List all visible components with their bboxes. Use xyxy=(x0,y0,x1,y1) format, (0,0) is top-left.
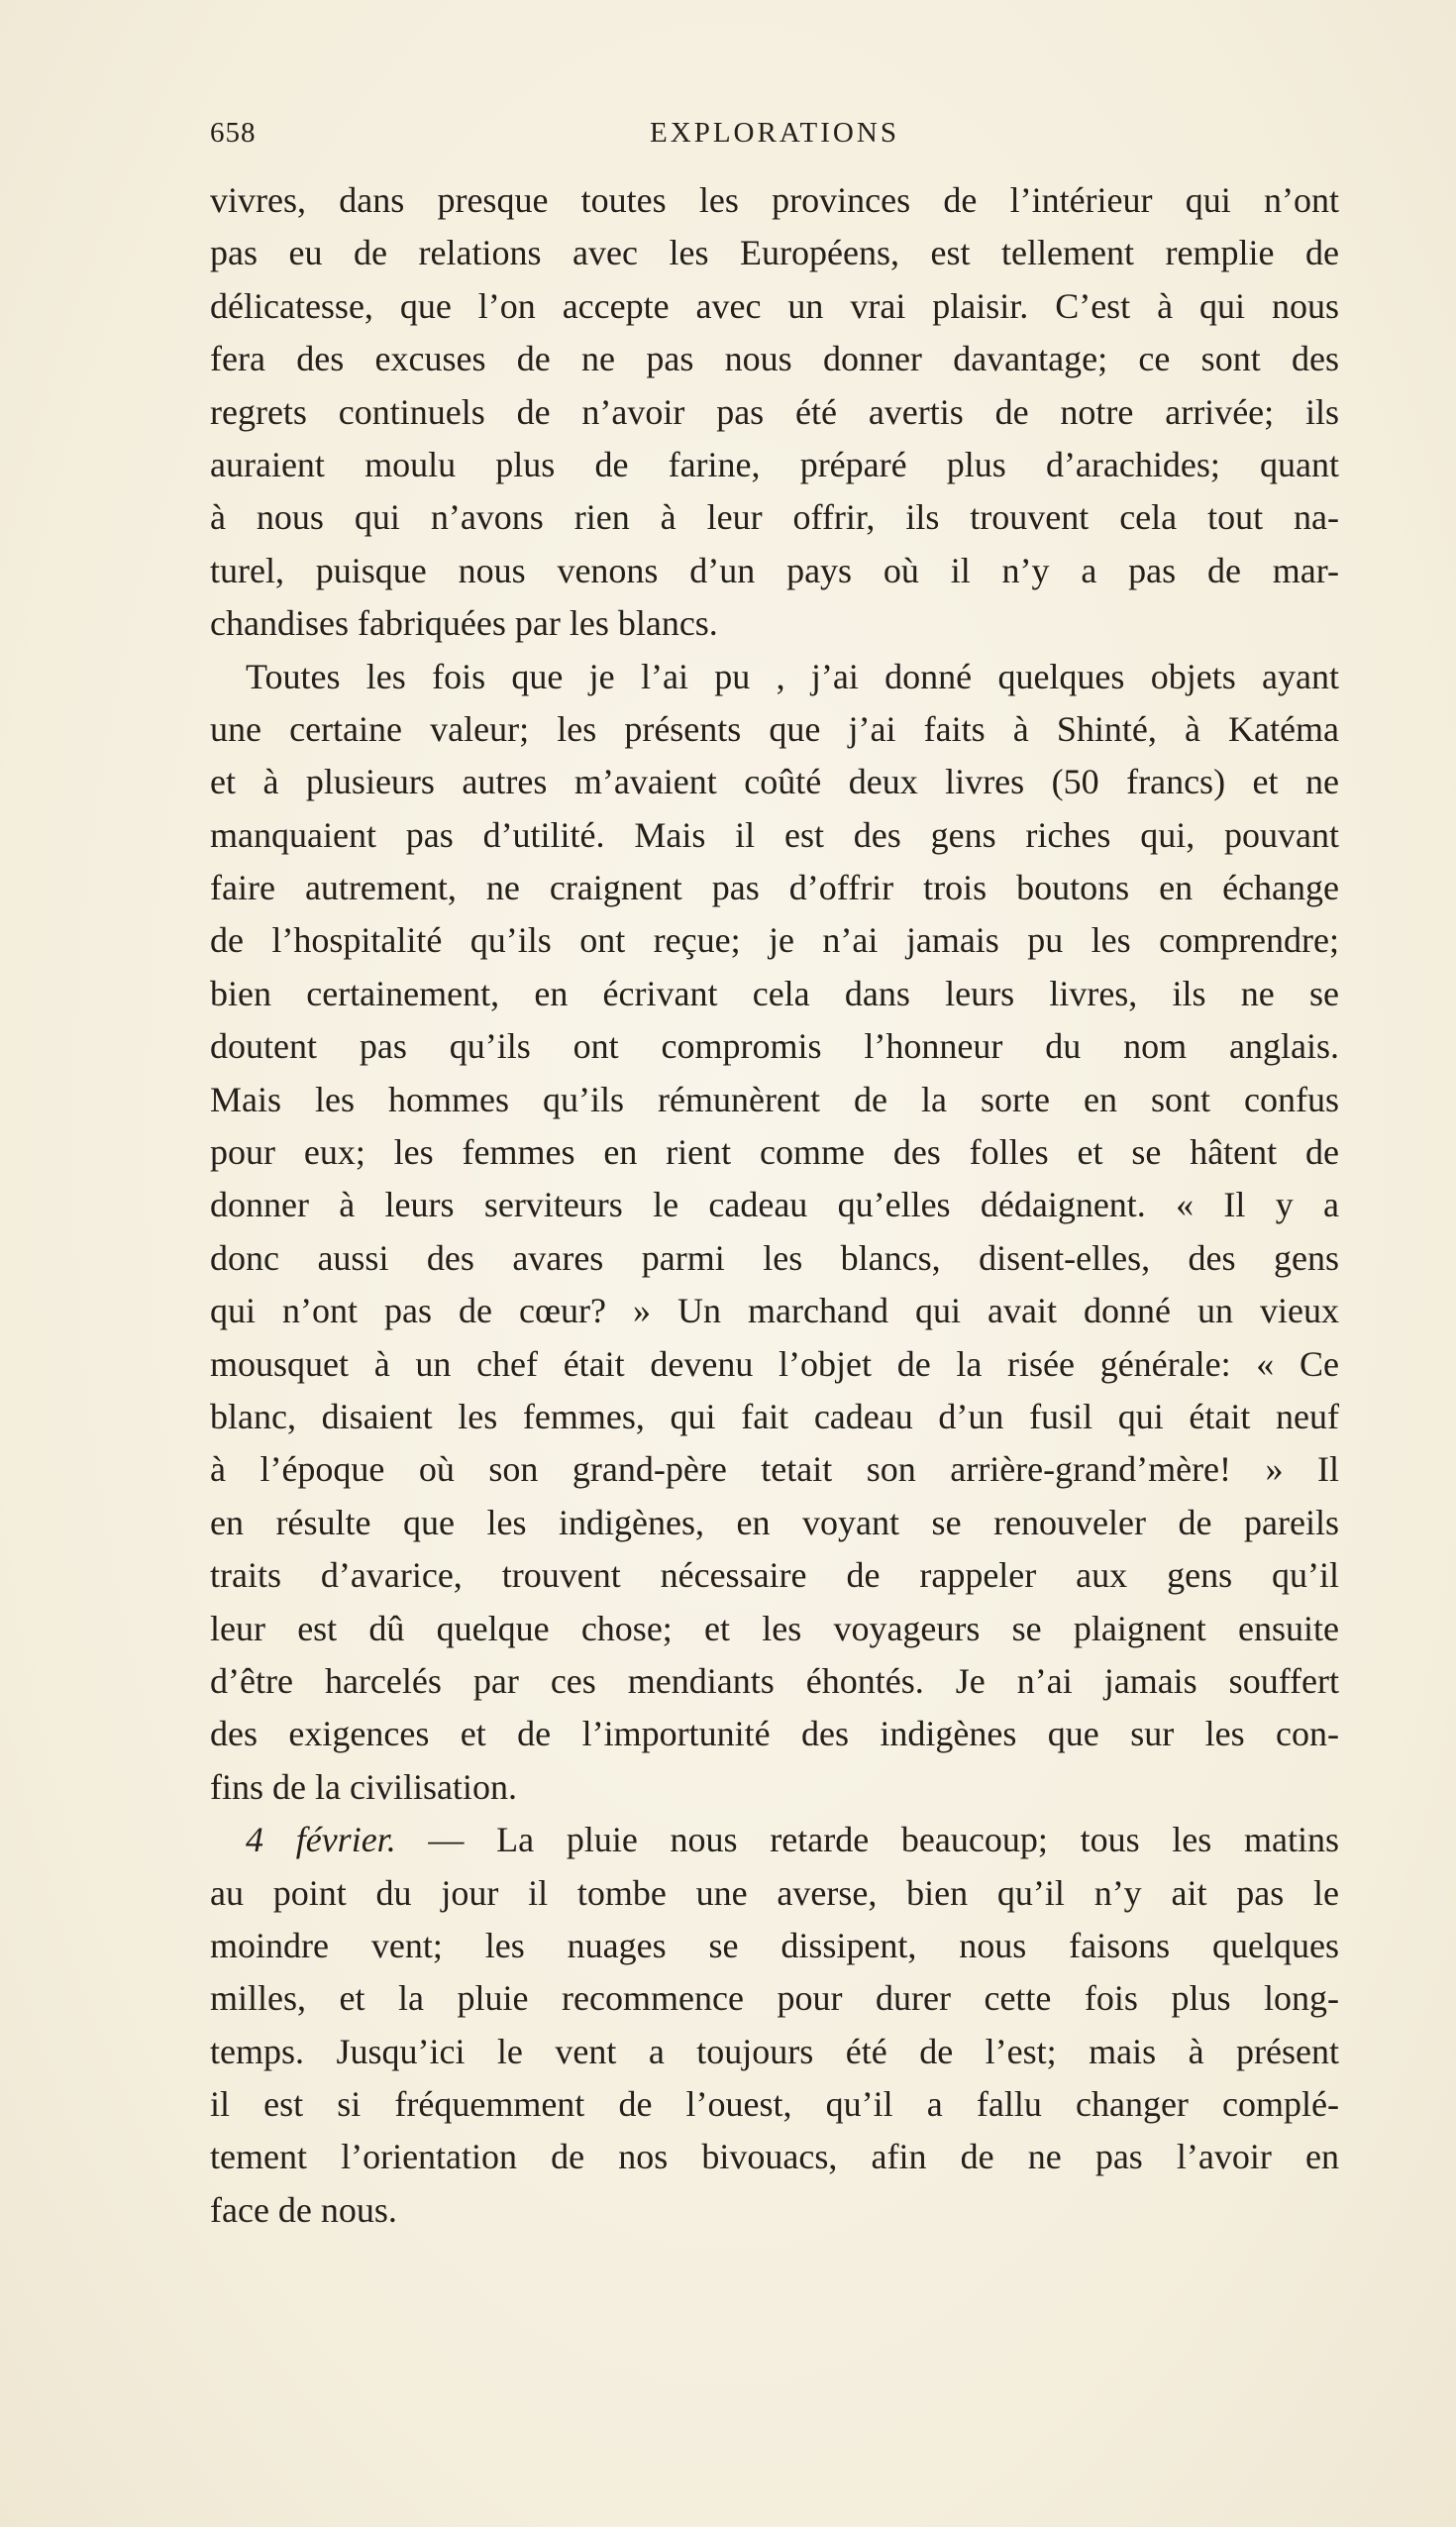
text-line: chandises fabriquées par les blancs. xyxy=(210,603,718,644)
text-line: en résulte que les indigènes, en voyant se renouveler de pareils xyxy=(210,1502,1339,1542)
text-line: moindre vent; les nuages se dissipent, nous faisons quelques xyxy=(210,1925,1339,1965)
paragraph-3 xyxy=(210,1814,1339,2237)
text-line: traits d’avarice, trouvent nécessaire de rappeler aux gens qu’il xyxy=(210,1555,1339,1596)
paragraph-2 xyxy=(210,651,1339,1815)
text-line: qui n’ont pas de cœur? » Un marchand qui avait donné un vieux xyxy=(210,1291,1339,1331)
text-line: Mais les hommes qu’ils rémunèrent de la sorte en sont confus xyxy=(210,1079,1339,1119)
body-text xyxy=(210,174,1339,2237)
first-line-rest: — La pluie nous retarde beaucoup; tous les matins xyxy=(395,1820,1339,1860)
text-line: au point du jour il tombe une averse, bien qu’il n’y ait pas le xyxy=(210,1872,1339,1913)
page-number: 658 xyxy=(210,117,257,149)
text-line: regrets continuels de n’avoir pas été avertis de notre arrivée; ils xyxy=(210,391,1339,432)
text-line: milles, et la pluie recommence pour durer cette fois plus long- xyxy=(210,1978,1339,2019)
text-line: fins de la civilisation. xyxy=(210,1766,517,1807)
text-line: pas eu de relations avec les Européens, est tellement remplie de xyxy=(210,233,1339,273)
text-line: blanc, disaient les femmes, qui fait cadeau d’un fusil qui était neuf xyxy=(210,1396,1339,1436)
text-line: des exigences et de l’importunité des indigènes que sur les con- xyxy=(210,1714,1339,1754)
text-line: turel, puisque nous venons d’un pays où il n’y a pas de mar- xyxy=(210,550,1339,590)
text-line: à nous qui n’avons rien à leur offrir, ils trouvent cela tout na- xyxy=(210,497,1339,538)
text-line: doutent pas qu’ils ont compromis l’honneur du nom anglais. xyxy=(210,1026,1339,1067)
text-line: de l’hospitalité qu’ils ont reçue; je n’ai jamais pu les comprendre; xyxy=(210,920,1339,961)
text-line xyxy=(210,1814,1339,1866)
text-line: à l’époque où son grand-père tetait son arrière-grand’mère! » Il xyxy=(210,1449,1339,1490)
text-line: auraient moulu plus de farine, préparé plus d’arachides; quant xyxy=(210,444,1339,484)
text-line: il est si fréquemment de l’ouest, qu’il a fallu changer complé- xyxy=(210,2084,1339,2125)
text-line: tement l’orientation de nos bivouacs, afin de ne pas l’avoir en xyxy=(210,2137,1339,2177)
text-line: donner à leurs serviteurs le cadeau qu’elles dédaignent. « Il y a xyxy=(210,1185,1339,1225)
text-line: pour eux; les femmes en rient comme des folles et se hâtent de xyxy=(210,1132,1339,1173)
text-line: manquaient pas d’utilité. Mais il est des gens riches qui, pouvant xyxy=(210,814,1339,855)
text-line: temps. Jusqu’ici le vent a toujours été de l’est; mais à présent xyxy=(210,2031,1339,2071)
running-head xyxy=(210,117,1339,157)
text-line: d’être harcelés par ces mendiants éhontés. Je n’ai jamais souffert xyxy=(210,1660,1339,1701)
text-line: fera des excuses de ne pas nous donner davantage; ce sont des xyxy=(210,339,1339,379)
text-line: et à plusieurs autres m’avaient coûté deux livres (50 francs) et ne xyxy=(210,762,1339,802)
text-line: leur est dû quelque chose; et les voyageurs se plaignent ensuite xyxy=(210,1608,1339,1648)
paragraph-1 xyxy=(210,174,1339,651)
text-line: une certaine valeur; les présents que j’ai faits à Shinté, à Katéma xyxy=(210,708,1339,749)
text-line: vivres, dans presque toutes les provinces de l’intérieur qui n’ont xyxy=(210,180,1339,220)
text-line: bien certainement, en écrivant cela dans leurs livres, ils ne se xyxy=(210,973,1339,1013)
text-line: face de nous. xyxy=(210,2189,397,2230)
text-line: donc aussi des avares parmi les blancs, disent-elles, des gens xyxy=(210,1237,1339,1278)
text-line: délicatesse, que l’on accepte avec un vrai plaisir. C’est à qui nous xyxy=(210,285,1339,326)
text-line: faire autrement, ne craignent pas d’offrir trois boutons en échange xyxy=(210,868,1339,908)
running-title: EXPLORATIONS xyxy=(650,117,899,149)
text-line: mousquet à un chef était devenu l’objet de la risée générale: « Ce xyxy=(210,1343,1339,1384)
text-line: Toutes les fois que je l’ai pu , j’ai donné quelques objets ayant xyxy=(246,656,1339,696)
date-prefix: 4 février. xyxy=(246,1820,396,1860)
